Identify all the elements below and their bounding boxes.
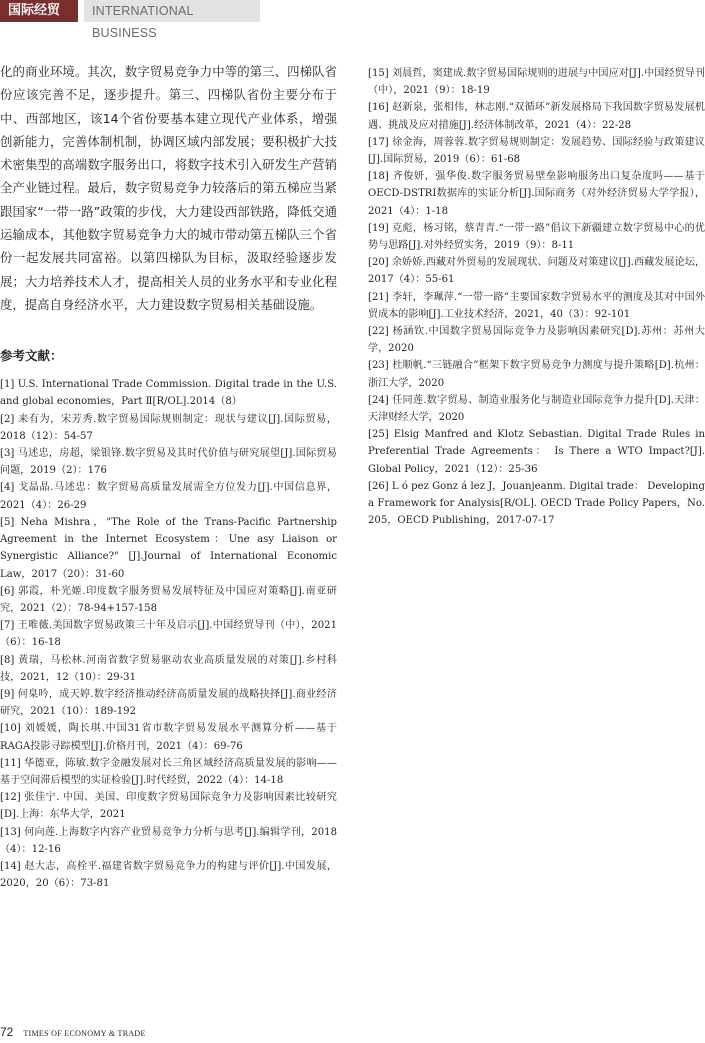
page-number: 72 [0, 1025, 14, 1039]
reference-item: [18] 齐俊妍，强华俊.数字服务贸易壁垒影响服务出口复杂度吗——基于OECD-DSTRI数据库的实证分析[J].国际商务（对外经济贸易大学学报），2021（4）：1-18 [368, 171, 705, 217]
reference-item: [26] L ó pez Gonz á lez J，Jouanjeanm. Digital trade： Developing a Framework for Analysis[R/OL]. OECD Trade Policy Papers，No. 205，OECD Publishing，2017-07-17 [368, 480, 705, 527]
reference-item: [24] 任同莲.数字贸易、制造业服务化与制造业国际竞争力提升[D].天津：天津财经大学，2020 [368, 394, 705, 424]
page-footer [0, 1025, 146, 1039]
reference-item: [10] 刘媛媛，陶长琪.中国31省市数字贸易发展水平测算分析——基于RAGA投影寻踪模型[J].价格月刊，2021（4）：69-76 [0, 723, 337, 752]
reference-item: [6] 郭霞，朴光姬.印度数字服务贸易发展特征及中国应对策略[J].南亚研究，2021（2）：78-94+157-158 [0, 585, 337, 614]
reference-item: [5] Neha Mishra，"The Role of the Trans-Pacific Partnership Agreement in the Internet Ecosystem：Une asy Liaison or Synergistic Alliance?" [J].Journal of International Economic Law，2017（20）：31-60 [0, 516, 337, 580]
reference-item: [20] 余娇娇.西藏对外贸易的发展现状、问题及对策建议[J].西藏发展论坛，2017（4）：55-61 [368, 257, 705, 286]
reference-item: [15] 刘晨哲，窦建成.数字贸易国际规则的进展与中国应对[J].中国经贸导刊（中），2021（9）：18-19 [368, 68, 705, 97]
reference-item: [3] 马述忠，房超，梁银锋.数字贸易及其时代价值与研究展望[J].国际贸易问题，2019（2）：176 [0, 448, 337, 477]
reference-item: [17] 徐金海，周蓉蓉.数字贸易规则制定：发展趋势、国际经验与政策建议[J].国际贸易，2019（6）：61-68 [368, 136, 705, 166]
reference-item: [16] 赵新泉，张相伟，林志刚.“双循环”新发展格局下我国数字贸易发展机遇、挑战及应对措施[J].经济体制改革，2021（4）：22-28 [368, 102, 705, 131]
reference-item: [19] 克彪，杨习铭，蔡青青.“一带一路”倡议下新疆建立数字贸易中心的优势与思路[J].对外经贸实务，2019（9）：8-11 [368, 222, 705, 252]
right-column [368, 65, 705, 529]
left-column [0, 60, 337, 892]
page-header [0, 0, 260, 40]
reference-item: [7] 王唯薇.美国数字贸易政策三十年及启示[J].中国经贸导刊（中），2021（6）：16-18 [0, 620, 337, 649]
references-list-left [0, 376, 337, 892]
reference-item: [8] 黄瑞，马松林.河南省数字贸易驱动农业高质量发展的对策[J].乡村科技，2021，12（10）：29-31 [0, 654, 337, 683]
journal-name: TIMES OF ECONOMY & TRADE [23, 1029, 146, 1038]
reference-item: [25] Elsig Manfred and Klotz Sebastian. Digital Trade Rules in Preferential Trade Agreements： Is There a WTO Impact?[J]. Global Policy，2021（12）：25-36 [368, 429, 705, 475]
references-heading: 参考文献： [0, 348, 63, 364]
reference-item: [14] 赵大志，高栓平.福建省数字贸易竞争力的构建与评价[J].中国发展，2020，20（6）：73-81 [0, 860, 337, 890]
reference-item: [23] 杜顺帆.“三链融合”框架下数字贸易竞争力测度与提升策略[D].杭州：浙江大学，2020 [368, 360, 705, 389]
reference-item: [2] 来有为，宋芳秀.数字贸易国际规则制定：现状与建议[J].国际贸易，2018（12）：54-57 [0, 413, 337, 442]
reference-item: [9] 何臬吟，成天婷.数字经济推动经济高质量发展的战略抉择[J].商业经济研究，2021（10）：189-192 [0, 688, 337, 718]
reference-item: [22] 杨涵钦.中国数字贸易国际竞争力及影响因素研究[D].苏州：苏州大学，2020 [368, 326, 705, 355]
section-title-en: INTERNATIONAL BUSINESS [84, 0, 260, 22]
reference-item: [1] U.S. International Trade Commission. Digital trade in the U.S. and global economies，Part Ⅱ[R/OL].2014（8） [0, 379, 337, 408]
reference-item: [21] 李轩，李珮萍.“一带一路”主要国家数字贸易水平的测度及其对中国外贸成本的影响[J].工业技术经济，2021，40（3）：92-101 [368, 291, 705, 320]
body-paragraph: 化的商业环境。其次，数字贸易竞争力中等的第三、四梯队省份应该完善不足，逐步提升。第三、四梯队省份主要分布于中、西部地区，该14个省份要基本建立现代产业体系，增强创新能力，完善体制机制，协调区域内部发展；要积极扩大技术密集型的高端数字服务出口，将数字技术引入研发生产营销全产业链过程。最后，数字贸易竞争力较落后的第五梯应当紧跟国家“一带一路”政策的步伐，大力建设西部铁路，降低交通运输成本，其他数字贸易竞争力大的城市带动第五梯队三个省份一起发展共同富裕。以第四梯队为目标，汲取经验逐步发展；大力培养技术人才，提高相关人员的业务水平和专业化程度，提高自身经济水平，大力建设数字贸易相关基础设施。 [0, 64, 337, 312]
references-list-right [368, 65, 705, 529]
section-brand: 国际经贸 [0, 0, 78, 22]
reference-item: [4] 戈晶晶.马述忠：数字贸易高质量发展需全方位发力[J].中国信息界，2021（4）：26-29 [0, 482, 337, 511]
reference-item: [13] 何向莲.上海数字内容产业贸易竞争力分析与思考[J].编辑学刊，2018（4）：12-16 [0, 826, 337, 855]
reference-item: [11] 华德亚，陈敏.数字金融发展对长三角区域经济高质量发展的影响——基于空间滞后模型的实证检验[J].时代经贸，2022（4）：14-18 [0, 757, 337, 786]
reference-item: [12] 张佳宁. 中国、美国、印度数字贸易国际竞争力及影响因素比较研究[D].上海：东华大学，2021 [0, 792, 337, 821]
